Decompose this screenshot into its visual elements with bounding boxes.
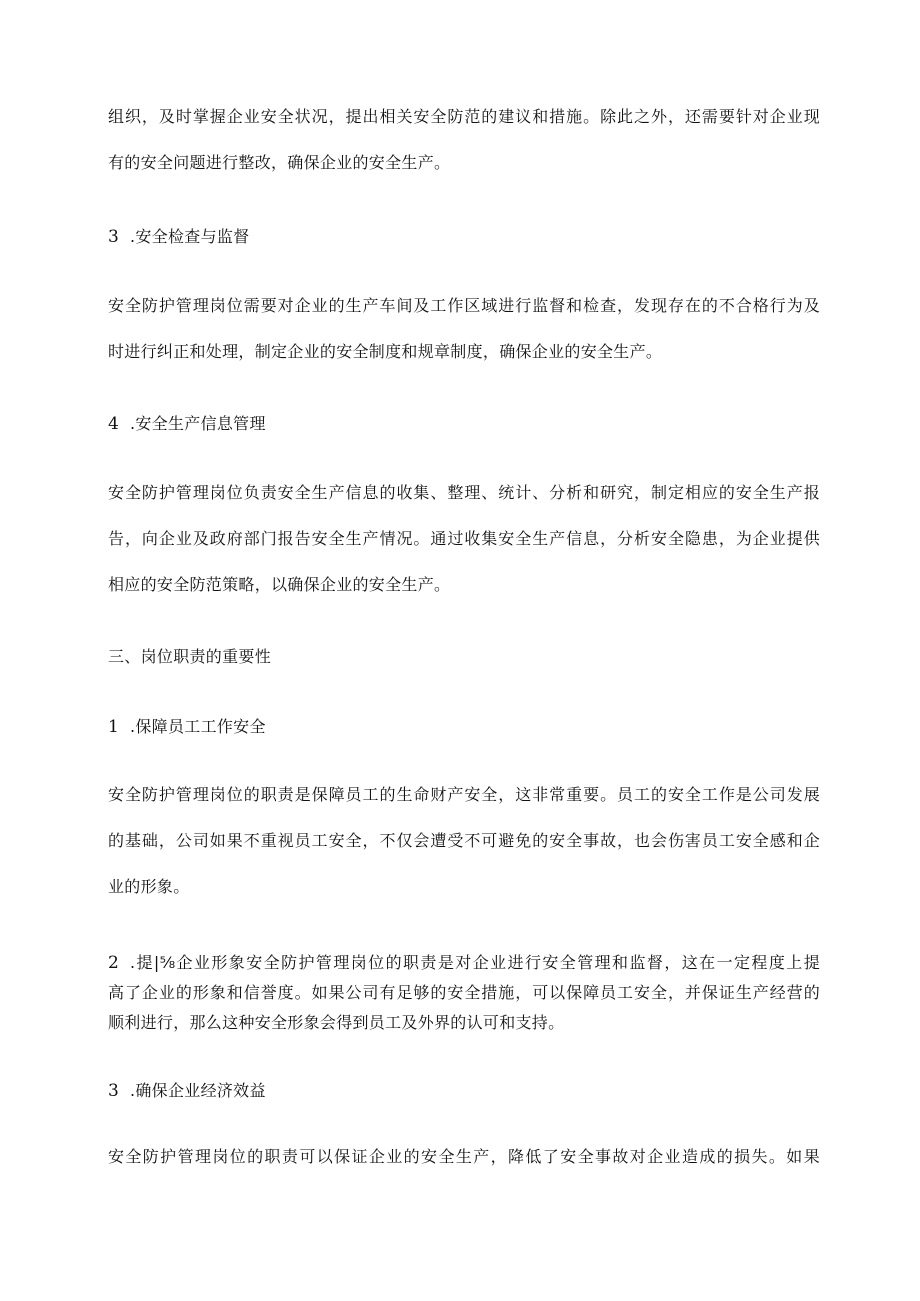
paragraph-continuation: [108, 94, 820, 186]
subheading-safety-inspection: [108, 226, 250, 248]
paragraph-economic-benefit: [108, 1134, 820, 1180]
heading-number: 3: [108, 1081, 119, 1101]
paragraph-production-info: [108, 470, 820, 608]
text-line: 安全防护管理岗位负责安全生产信息的收集、整理、统计、分析和研究，制定相应的安全生产报: [108, 483, 820, 502]
text-line: 组织，及时掌握企业安全状况，提出相关安全防范的建议和措施。除此之外，还需要针对企业现: [108, 107, 820, 126]
heading-number: 3: [108, 227, 119, 247]
text-line: 安全防护管理岗位的职责是保障员工的生命财产安全，这非常重要。员工的安全工作是公司发展: [108, 785, 820, 804]
heading-number: 4: [108, 414, 119, 434]
text-line: 相应的安全防范策略，以确保企业的安全生产。: [108, 575, 451, 594]
text-line: 时进行纠正和处理，制定企业的安全制度和规章制度，确保企业的安全生产。: [108, 342, 663, 361]
section-heading-importance: 三、岗位职责的重要性: [108, 647, 272, 666]
subheading-staff-safety: [108, 716, 266, 738]
item-number: 2: [108, 953, 120, 973]
text-line: 业的形象。: [108, 877, 190, 896]
heading-text: .安全生产信息管理: [130, 414, 266, 433]
paragraph-staff-safety: [108, 772, 820, 910]
text-line: 安全防护管理岗位需要对企业的生产车间及工作区域进行监督和检查，发现存在的不合格行为及: [108, 296, 820, 315]
subheading-economic-benefit: [108, 1080, 266, 1102]
heading-number: 1: [108, 717, 119, 737]
paragraph-safety-inspection: [108, 283, 820, 375]
text-line: 告，向企业及政府部门报告安全生产情况。通过收集安全生产信息，分析安全隐患，为企业提供: [108, 529, 820, 548]
text-line: 的基础，公司如果不重视员工安全，不仅会遭受不可避免的安全事故，也会伤害员工安全感和企: [108, 831, 820, 850]
text-line: [108, 948, 820, 978]
paragraph-corporate-image: [108, 948, 820, 1038]
text-line: 顺利进行，那么这种安全形象会得到员工及外界的认可和支持。: [108, 1013, 565, 1032]
heading-text: .保障员工工作安全: [130, 717, 266, 736]
subheading-production-info: [108, 413, 266, 435]
heading-text: .安全检查与监督: [130, 227, 250, 246]
text-line: 安全防护管理岗位的职责可以保证企业的安全生产，降低了安全事故对企业造成的损失。如果: [108, 1147, 820, 1166]
text-segment: .提|⅝企业形象安全防护管理岗位的职责是对企业进行安全管理和监督，这在一定程度上提: [130, 953, 820, 972]
text-line: 有的安全问题进行整改，确保企业的安全生产。: [108, 153, 451, 172]
heading-text: .确保企业经济效益: [130, 1081, 266, 1100]
text-line: 高了企业的形象和信誉度。如果公司有足够的安全措施，可以保障员工安全，并保证生产经营的: [108, 983, 820, 1002]
